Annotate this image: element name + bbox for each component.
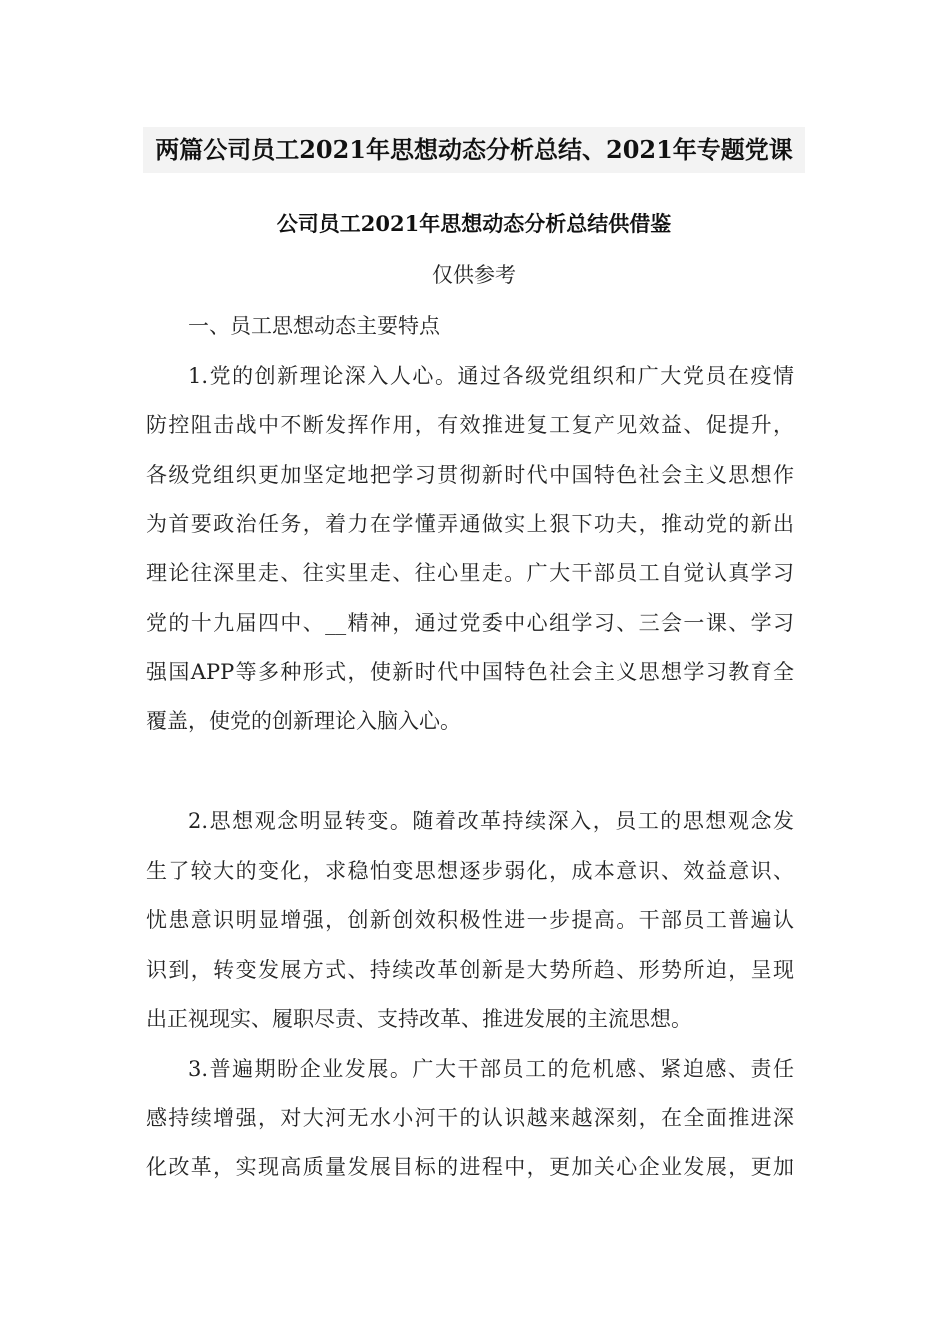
paragraph-line: 为首要政治任务，着力在学懂弄通做实上狠下功夫，推动党的新出 <box>146 512 794 536</box>
paragraph-line: 识到，转变发展方式、持续改革创新是大势所趋、形势所迫，呈现 <box>146 958 794 982</box>
paragraph-line: 覆盖，使党的创新理论入脑入心。 <box>146 709 461 733</box>
paragraph-line: 各级党组织更加坚定地把学习贯彻新时代中国特色社会主义思想作 <box>146 463 794 487</box>
paragraph-line: 2.思想观念明显转变。随着改革持续深入，员工的思想观念发 <box>188 809 794 833</box>
paragraph-line: 忧患意识明显增强，创新创效积极性进一步提高。干部员工普遍认 <box>146 908 794 932</box>
paragraph-line: 感持续增强，对大河无水小河干的认识越来越深刻，在全面推进深 <box>146 1106 794 1130</box>
paragraph-line: 理论往深里走、往实里走、往心里走。广大干部员工自觉认真学习 <box>146 561 794 585</box>
paragraph-line: 党的十九届四中、__精神，通过党委中心组学习、三会一课、学习 <box>146 611 794 635</box>
sub-title: 公司员工2021年思想动态分析总结供借鉴 <box>276 211 672 236</box>
paragraph-line: 防控阻击战中不断发挥作用，有效推进复工复产见效益、促提升， <box>146 413 794 437</box>
paragraph-line: 强国APP等多种形式，使新时代中国特色社会主义思想学习教育全 <box>146 660 794 684</box>
paragraph-line: 1.党的创新理论深入人心。通过各级党组织和广大党员在疫情 <box>188 364 794 388</box>
paragraph-line: 3.普遍期盼企业发展。广大干部员工的危机感、紧迫感、责任 <box>188 1057 794 1081</box>
paragraph-line: 化改革，实现高质量发展目标的进程中，更加关心企业发展，更加 <box>146 1155 794 1179</box>
paragraph-line: 生了较大的变化，求稳怕变思想逐步弱化，成本意识、效益意识、 <box>146 859 794 883</box>
paragraph-line: 出正视现实、履职尽责、支持改革、推进发展的主流思想。 <box>146 1007 692 1031</box>
reference-note: 仅供参考 <box>432 263 516 287</box>
section-heading: 一、员工思想动态主要特点 <box>188 314 440 338</box>
main-title: 两篇公司员工2021年思想动态分析总结、2021年专题党课 <box>155 135 793 164</box>
